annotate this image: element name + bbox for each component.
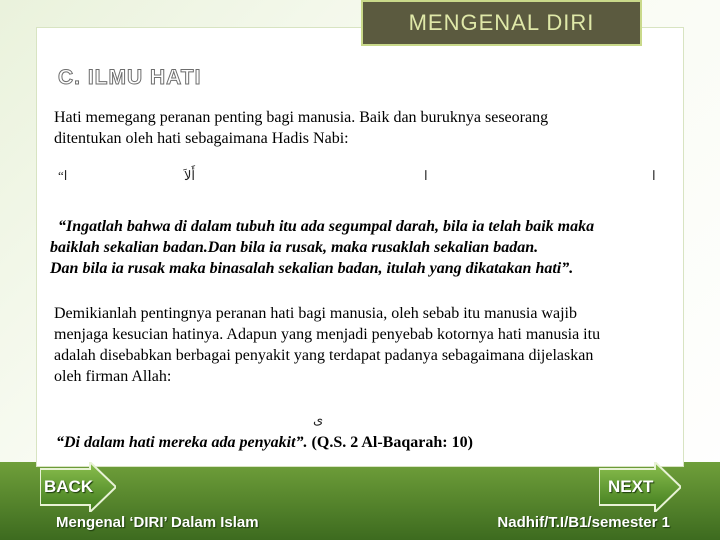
intro-line: Hati memegang peranan penting bagi manusia. Baik dan buruknya seseorang — [54, 109, 549, 126]
quote-line: Dan bila ia rusak maka binasalah sekalian badan, itulah yang dikatakan hati”. — [50, 260, 574, 277]
quote-line: baiklah sekalian badan.Dan bila ia rusak, maka rusaklah sekalian badan. — [50, 239, 539, 256]
verse-arabic: ى — [313, 412, 324, 427]
slide-title: MENGENAL DIRI — [361, 0, 642, 46]
verse-translation: “Di dalam hati mereka ada penyakit”. — [56, 434, 308, 451]
footer-title: Mengenal ‘DIRI’ Dalam Islam — [56, 514, 259, 531]
intro-paragraph — [54, 107, 654, 149]
arabic-fragment: “ا — [58, 168, 68, 183]
arabic-fragment: ا — [652, 168, 656, 183]
verse-block — [56, 432, 676, 453]
hadith-translation — [50, 216, 680, 279]
arabic-fragment: أَلاَ — [184, 168, 196, 183]
back-label: BACK — [44, 477, 94, 496]
footer-author: Nadhif/T.I/B1/semester 1 — [497, 514, 670, 531]
verse-reference: (Q.S. 2 Al-Baqarah: 10) — [307, 434, 473, 451]
explanation-line: menjaga kesucian hatinya. Adapun yang menjadi penyebab kotornya hati manusia itu — [54, 326, 601, 343]
explanation-line: oleh firman Allah: — [54, 368, 172, 385]
back-button[interactable] — [40, 462, 116, 512]
next-label: NEXT — [608, 477, 654, 496]
hadith-arabic-text — [58, 168, 658, 188]
arabic-fragment: ا — [424, 168, 428, 183]
quote-line: “Ingatlah bahwa di dalam tubuh itu ada segumpal darah, bila ia telah baik maka — [58, 218, 595, 235]
explanation-line: adalah disebabkan berbagai penyakit yang terdapat padanya sebagaimana dijelaskan — [54, 347, 594, 364]
section-title: C. ILMU HATI — [58, 66, 202, 89]
explanation-paragraph — [54, 303, 678, 387]
explanation-line: Demikianlah pentingnya peranan hati bagi manusia, oleh sebab itu manusia wajib — [54, 305, 577, 322]
intro-line: ditentukan oleh hati sebagaimana Hadis Nabi: — [54, 130, 349, 147]
next-button[interactable] — [599, 462, 681, 512]
